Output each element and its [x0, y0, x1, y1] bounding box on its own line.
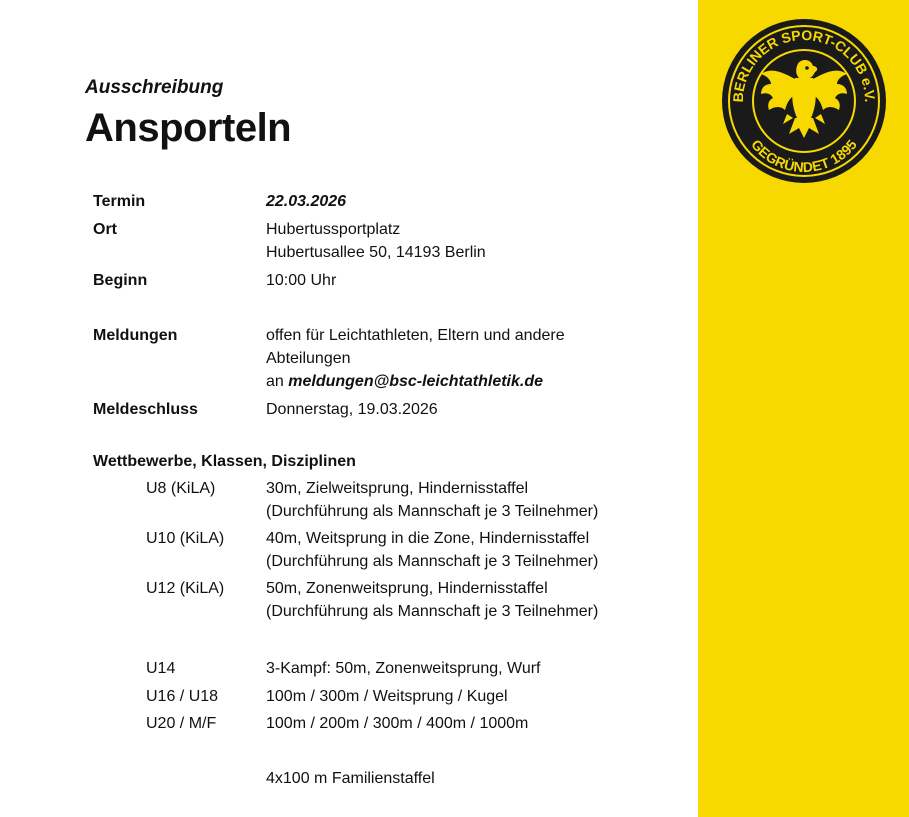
ort-line2: Hubertusallee 50, 14193 Berlin — [266, 244, 486, 261]
class-u8: U8 (KiLA) — [146, 480, 216, 497]
family-relay: 4x100 m Familienstaffel — [266, 770, 435, 787]
beginn-label: Beginn — [93, 272, 148, 289]
ort-label: Ort — [93, 221, 117, 238]
meldungen-line1: offen für Leichtathleten, Eltern und andere — [266, 327, 565, 344]
u20-line1: 100m / 200m / 300m / 400m / 1000m — [266, 715, 529, 732]
yellow-sidebar — [698, 0, 909, 817]
meldungen-label: Meldungen — [93, 327, 178, 344]
meldungen-line2: Abteilungen — [266, 350, 351, 367]
document — [85, 76, 685, 152]
u12-line1: 50m, Zonenweitsprung, Hindernisstaffel — [266, 580, 548, 597]
class-u14: U14 — [146, 660, 176, 677]
logo-top-text: BERLINER SPORT-CLUB e.V. — [729, 26, 879, 103]
meldungen-email-line — [266, 370, 543, 393]
u8-line2: (Durchführung als Mannschaft je 3 Teilnehmer) — [266, 503, 599, 520]
meldeschluss-value: Donnerstag, 19.03.2026 — [266, 401, 438, 418]
u8-line1: 30m, Zielweitsprung, Hindernisstaffel — [266, 480, 529, 497]
u16-line1: 100m / 300m / Weitsprung / Kugel — [266, 688, 508, 705]
meldungen-email-prefix: an — [266, 373, 289, 390]
termin-label: Termin — [93, 193, 146, 210]
u14-line1: 3-Kampf: 50m, Zonenweitsprung, Wurf — [266, 660, 541, 677]
class-u20: U20 / M/F — [146, 715, 217, 732]
doc-subtitle: Ausschreibung — [85, 77, 224, 98]
termin-value: 22.03.2026 — [266, 193, 347, 210]
meldungen-email[interactable]: meldungen@bsc-leichtathletik.de — [288, 373, 544, 390]
meldeschluss-label: Meldeschluss — [93, 401, 198, 418]
logo-bottom-text: GEGRÜNDET 1895 — [748, 136, 860, 176]
u10-line2: (Durchführung als Mannschaft je 3 Teilnehmer) — [266, 553, 599, 570]
beginn-value: 10:00 Uhr — [266, 272, 337, 289]
doc-title: Ansporteln — [85, 106, 292, 150]
ort-line1: Hubertussportplatz — [266, 221, 401, 238]
u12-line2: (Durchführung als Mannschaft je 3 Teilnehmer) — [266, 603, 599, 620]
class-u10: U10 (KiLA) — [146, 530, 225, 547]
u10-line1: 40m, Weitsprung in die Zone, Hindernisstaffel — [266, 530, 590, 547]
class-u16: U16 / U18 — [146, 688, 219, 705]
bsc-logo — [721, 18, 887, 184]
competitions-heading: Wettbewerbe, Klassen, Disziplinen — [93, 453, 356, 470]
class-u12: U12 (KiLA) — [146, 580, 225, 597]
